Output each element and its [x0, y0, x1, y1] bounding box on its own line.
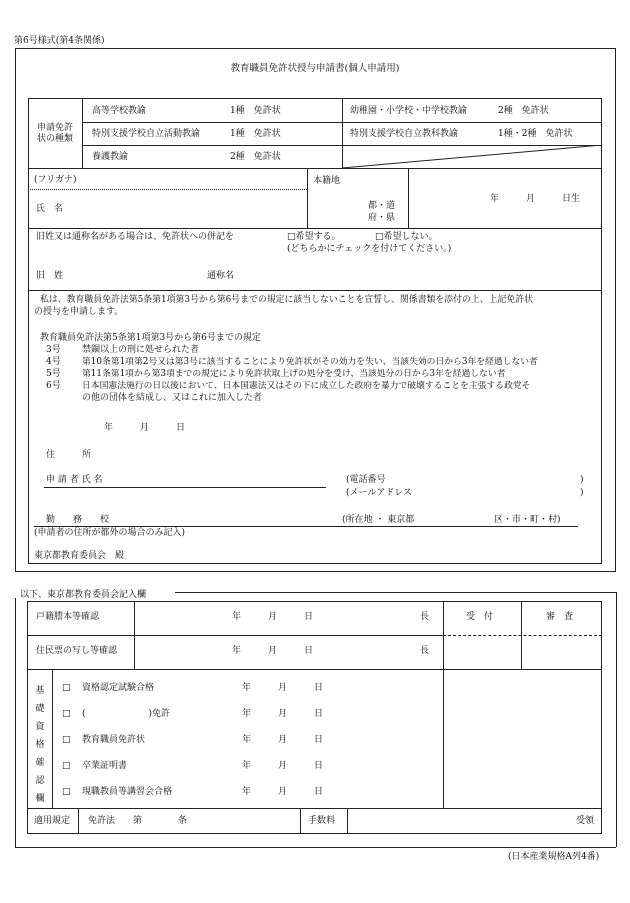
fee-box — [300, 808, 602, 834]
workplace-ward: 区・市・町・村) — [494, 515, 561, 525]
license-row-3-left-grade: 2種 免許状 — [230, 152, 281, 162]
law-item-6-cont: の他の団体を結成し、又はこれに加入した者 — [82, 393, 263, 403]
old-name-yes-checkbox[interactable]: □希望する。 — [287, 232, 341, 242]
check-3-date: 年 月 日 — [242, 735, 324, 745]
tekiyo-label: 適用規定 — [34, 816, 71, 826]
check-4-label: 卒業証明書 — [82, 761, 128, 771]
law-item-4-num: 4号 — [46, 357, 61, 367]
check-3-label: 教育職員免許状 — [82, 735, 146, 745]
check-1-box[interactable]: □ — [62, 683, 71, 693]
uketsuke-label: 受 付 — [466, 612, 494, 622]
form-title: 教育職員免許状授与申請書(個人申請用) — [230, 63, 400, 74]
law-item-6-text: 日本国憲法施行の日以後において、日本国憲法又はその下に成立した政府を暴力で破壊することを主張する政党そ — [82, 381, 531, 391]
license-row-2-left-name: 特別支援学校自立活動教諭 — [92, 129, 201, 139]
license-type-label: 申請免許 状の種類 — [36, 123, 73, 144]
check-3-box[interactable]: □ — [62, 735, 71, 745]
phone-close-paren: ) — [580, 475, 584, 485]
old-name-no-checkbox[interactable]: □希望しない。 — [375, 232, 438, 242]
check-5-label: 現職教員等講習会合格 — [82, 787, 173, 797]
juminhyo-date: 年 月 日 — [232, 646, 314, 656]
license-row-2-right-grade: 1種・2種 免許状 — [498, 129, 573, 139]
check-1-label: 資格認定試験合格 — [82, 683, 155, 693]
juminhyo-label: 住民票の写し等確認 — [36, 646, 118, 656]
law-heading: 教育職員免許法第5条第1項第3号から第6号までの規定 — [40, 333, 261, 343]
license-row-1-left-grade: 1種 免許状 — [230, 106, 281, 116]
applicant-name-label: 申 請 者 氏 名 — [46, 475, 103, 485]
declaration-date: 年 月 日 — [104, 423, 186, 433]
law-item-5-text: 第11条第1項から第3項までの規定により免許状取上げの処分を受け、当該処分の日から3年を経過しない者 — [82, 369, 506, 379]
workplace-note: (申請者の住所が都外の場合のみ記入) — [34, 528, 186, 538]
workplace-label: 勤 務 校 — [46, 515, 110, 525]
applicant-name-underline — [44, 487, 326, 488]
email-close-paren: ) — [580, 488, 584, 498]
old-name-note: (どちらかにチェックを付けてください。) — [287, 244, 452, 254]
empty-cell-diagonal — [342, 145, 602, 168]
koseki-label: 戸籍謄本等確認 — [36, 612, 100, 622]
license-row-1-right-grade: 2種 免許状 — [498, 106, 549, 116]
license-row-3-left-name: 養護教諭 — [92, 152, 129, 162]
declaration-line-1: 私は、教育職員免許法第5条第1項第3号から第6号までの規定に該当しないことを宣誓し、関係書類を添付の上、上記免許状 — [40, 295, 533, 305]
birth-date-label: 年 月 日生 — [490, 194, 581, 204]
phone-label: (電話番号 — [346, 475, 386, 485]
license-row-1-left-name: 高等学校教諭 — [92, 106, 147, 116]
koseki-date: 年 月 日 — [232, 612, 314, 622]
tsusho-label: 通称名 — [207, 271, 235, 281]
name-label: 氏 名 — [36, 204, 64, 214]
lower-frame-bottom — [15, 847, 616, 848]
check-5-date: 年 月 日 — [242, 787, 324, 797]
check-1-date: 年 月 日 — [242, 683, 324, 693]
form-number: 第6号様式(第4条関係) — [14, 36, 105, 46]
footer-standard: (日本産業規格A列4番) — [508, 852, 600, 862]
lower-frame-right — [616, 592, 617, 847]
office-heading: 以下、東京都教育委員会記入欄 — [20, 590, 147, 600]
addressee: 東京都教育委員会 殿 — [34, 551, 125, 561]
old-name-question: 旧姓又は通称名がある場合は、免許状への併記を — [36, 232, 235, 242]
law-item-5-num: 5号 — [46, 369, 61, 379]
menkyoho-label: 免許法 第 条 — [88, 816, 188, 826]
license-row-1-right-name: 幼稚園・小学校・中学校教諭 — [350, 106, 468, 116]
law-item-3-text: 禁錮以上の刑に処せられた者 — [82, 345, 200, 355]
check-4-box[interactable]: □ — [62, 761, 71, 771]
license-row-2-left-grade: 1種 免許状 — [230, 129, 281, 139]
check-4-date: 年 月 日 — [242, 761, 324, 771]
honseki-label: 本籍地 — [313, 176, 341, 186]
check-2-box[interactable]: □ — [62, 709, 71, 719]
lower-frame-left — [15, 598, 16, 847]
fuken-label: 府・県 — [368, 213, 396, 223]
email-label: (メールアドレス — [346, 488, 413, 498]
declaration-line-2: の授与を申請します。 — [34, 307, 124, 317]
check-2-date: 年 月 日 — [242, 709, 324, 719]
workplace-location: (所在地 ・ 東京都 — [342, 515, 415, 525]
law-item-4-text: 第10条第1項第2号又は第3号に該当することにより免許状がその効力を失い、当該失効の日から3年を経過しない者 — [82, 357, 538, 367]
address-label: 住 所 — [46, 450, 92, 460]
license-row-2-right-name: 特別支援学校自立教科教諭 — [350, 129, 459, 139]
workplace-underline — [34, 526, 578, 527]
law-item-3-num: 3号 — [46, 345, 61, 355]
kiso-label: 基 礎 資 格 確 認 欄 — [35, 686, 45, 804]
check-5-box[interactable]: □ — [62, 787, 71, 797]
todo-label: 都・道 — [368, 201, 396, 211]
check-2-label: ( )免許 — [82, 709, 171, 719]
shinsa-label: 審 査 — [546, 612, 574, 622]
lower-frame-top — [175, 592, 616, 593]
kyusei-label: 旧 姓 — [36, 271, 64, 281]
koseki-cho: 長 — [420, 612, 430, 622]
juminhyo-cho: 長 — [420, 646, 430, 656]
law-item-6-num: 6号 — [46, 381, 61, 391]
tesuryo-label: 手数料 — [308, 816, 336, 826]
ryoshu-label: 受領 — [576, 816, 595, 826]
furigana-label: (フリガナ) — [34, 175, 77, 185]
